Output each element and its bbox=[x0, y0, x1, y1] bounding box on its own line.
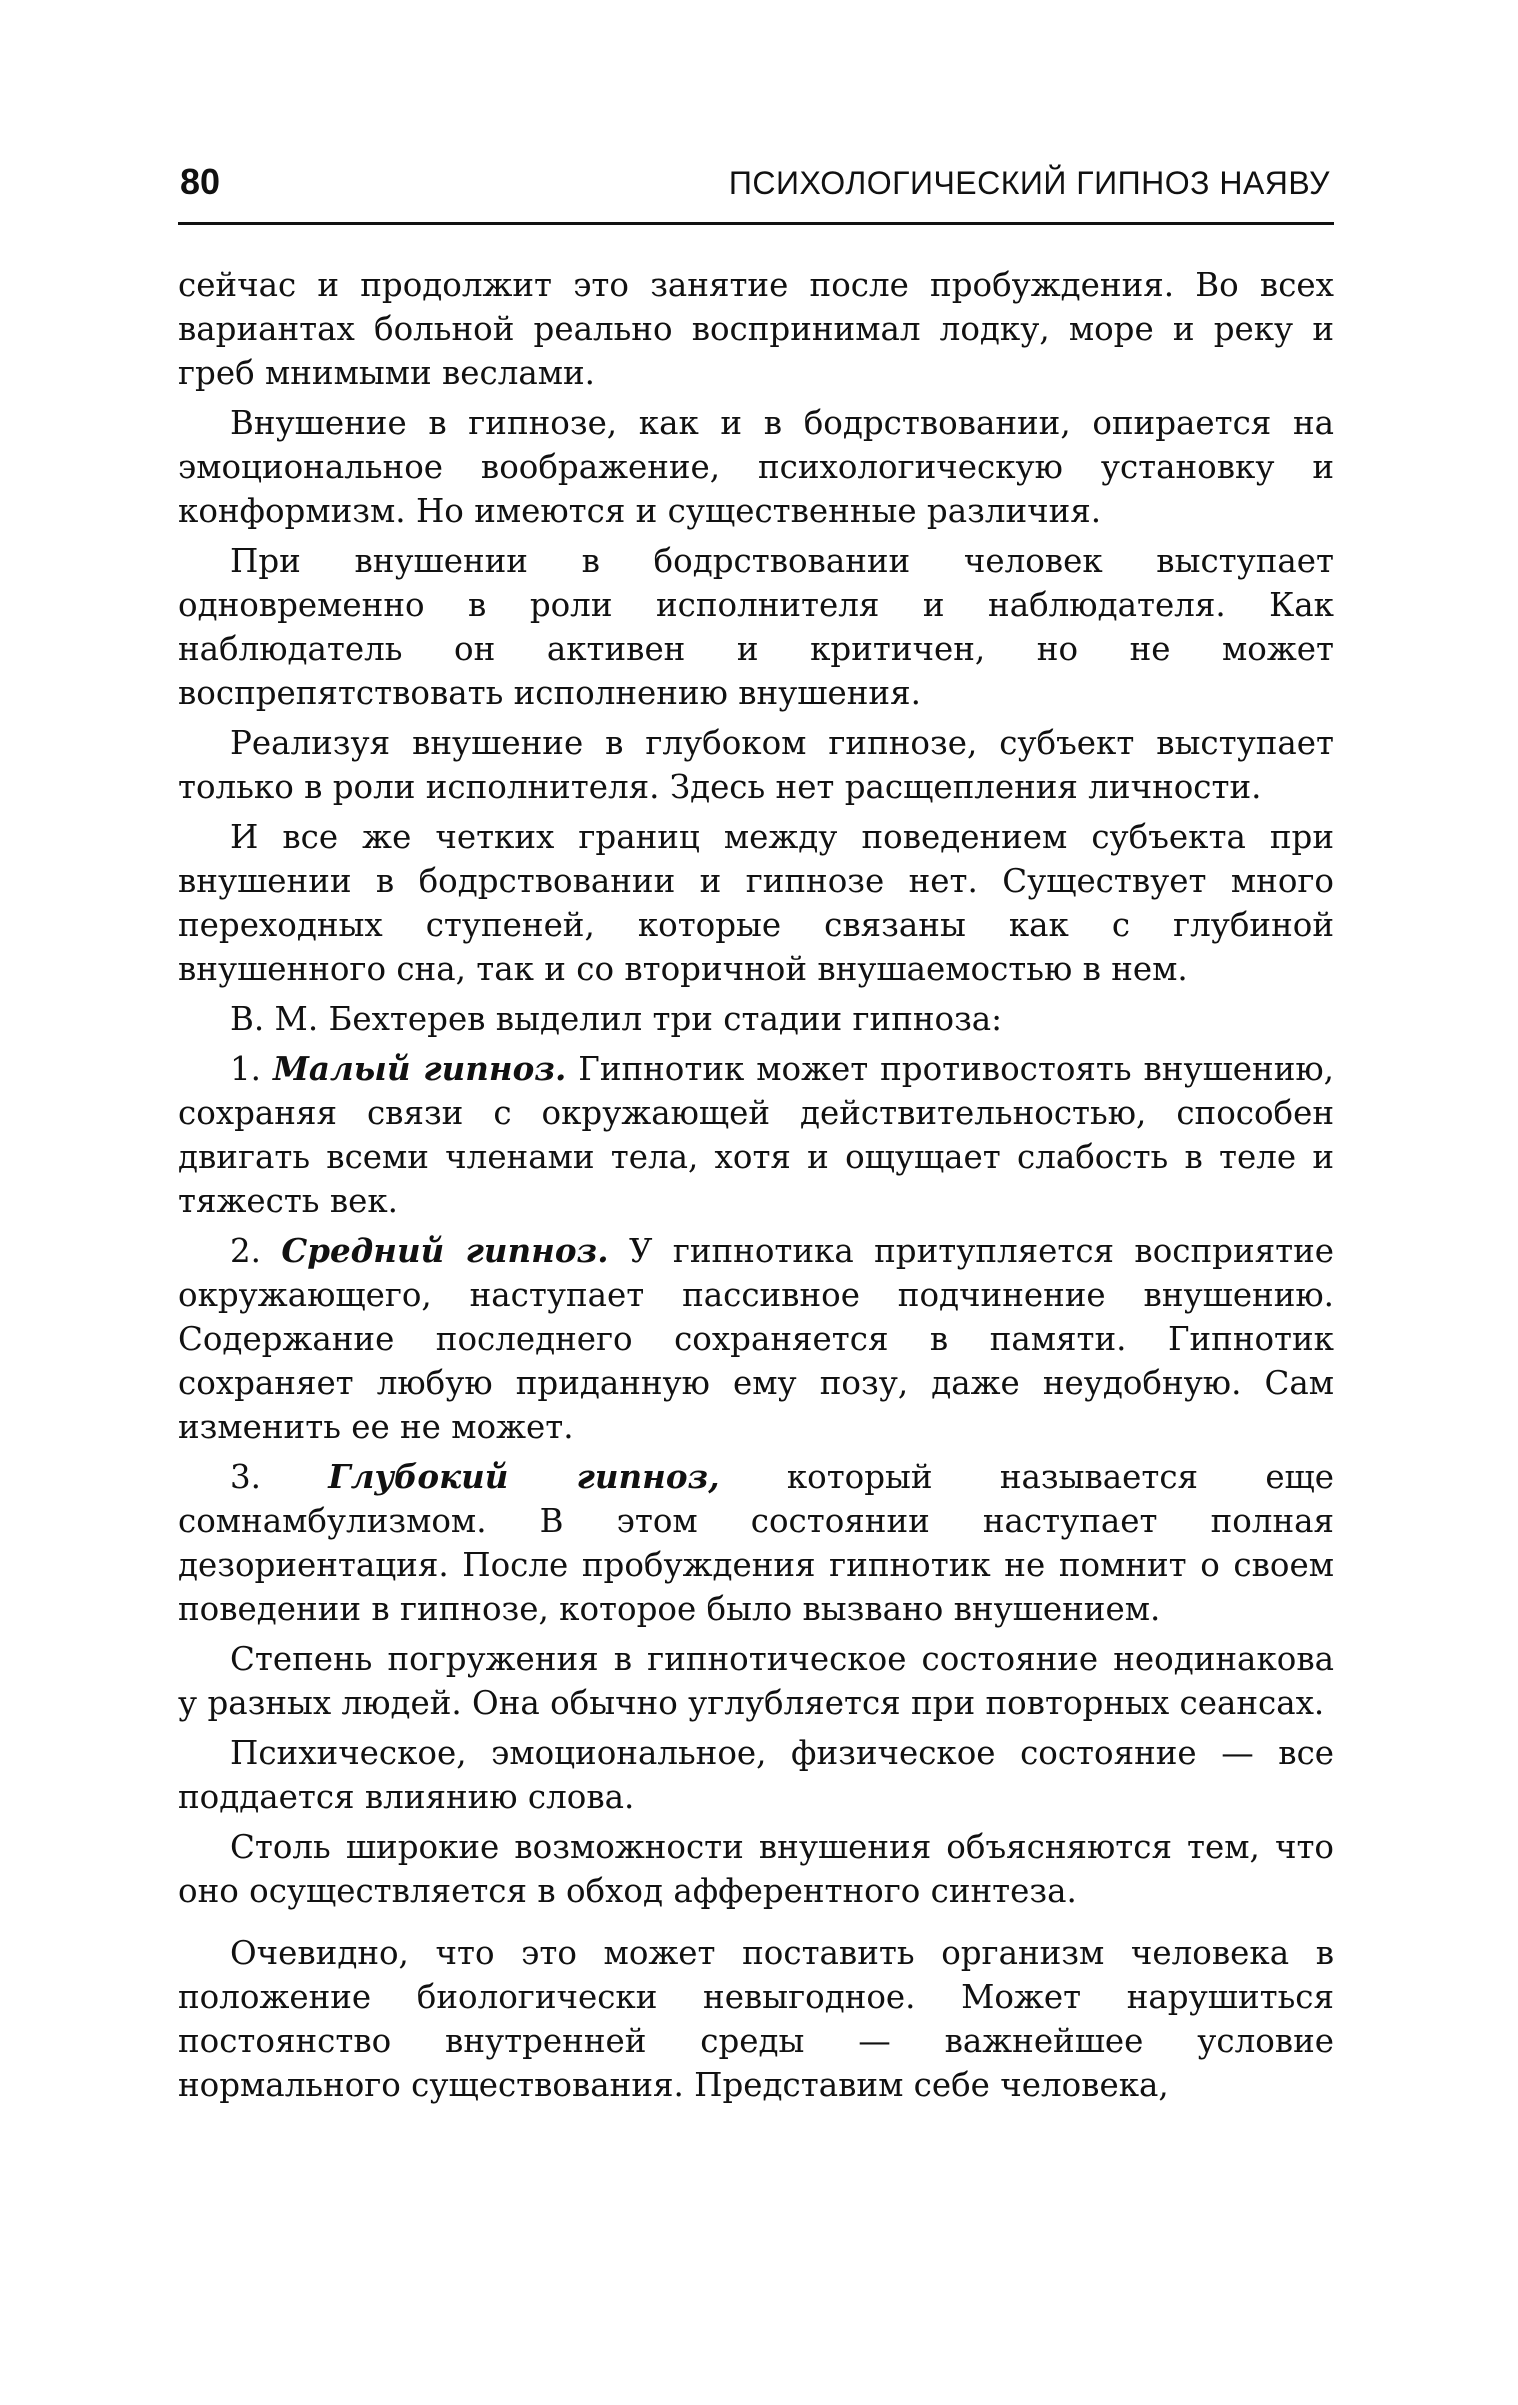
stage-number: 1. bbox=[230, 1050, 262, 1088]
paragraph-suggestion-basis: Внушение в гипнозе, как и в бодрствовании, опирается на эмоциональное воображение, психологическую установку и конформизм. Но имеются и существенные различия. bbox=[178, 404, 1334, 530]
stage-description: который называется еще сомнамбулизмом. В этом состоянии наступает полная дезориентация. После пробуждения гипнотик не помнит о своем поведении в гипнозе, которое было вызвано внушением. bbox=[178, 1458, 1334, 1628]
running-head bbox=[178, 150, 1334, 225]
stage-number: 2. bbox=[230, 1232, 262, 1270]
stage-description: У гипнотика притупляется восприятие окружающего, наступает пассивное подчинение внушению. Содержание последнего сохраняется в памяти. Гипнотик сохраняет любую приданную ему позу, даже неудобную. Сам изменить ее не может. bbox=[178, 1232, 1335, 1446]
paragraph-immersion-degree: Степень погружения в гипнотическое состояние неодинакова у разных людей. Она обычно углубляется при повторных сеансах. bbox=[178, 1640, 1334, 1722]
stage-description: Гипнотик может противостоять внушению, сохраняя связи с окружающей действительностью, способен двигать всеми членами тела, хотя и ощущает слабость в теле и тяжесть век. bbox=[178, 1050, 1334, 1220]
paragraph-word-influence: Психическое, эмоциональное, физическое состояние — все поддается влиянию слова. bbox=[178, 1734, 1334, 1816]
page-number: 80 bbox=[180, 161, 221, 202]
paragraph-afferent-synthesis: Столь широкие возможности внушения объясняются тем, что оно осуществляется в обход афферентного синтеза. bbox=[178, 1828, 1334, 1910]
book-page bbox=[178, 150, 1334, 2350]
paragraph-transition-stages: И все же четких границ между поведением субъекта при внушении в бодрствовании и гипнозе нет. Существует много переходных ступеней, которые связаны как с глубиной внушенного сна, так и со вторичной внушаемостью в нем. bbox=[178, 818, 1334, 988]
stage-item-3 bbox=[178, 1455, 1334, 1631]
paragraph-continuation: сейчас и продолжит это занятие после пробуждения. Во всех вариантах больной реально воспринимал лодку, море и реку и греб мнимыми веслами. bbox=[178, 266, 1334, 392]
stage-term: Глубокий гипноз, bbox=[328, 1457, 720, 1496]
stage-item-2 bbox=[178, 1229, 1334, 1449]
running-title: ПСИХОЛОГИЧЕСКИЙ ГИПНОЗ НАЯВУ bbox=[728, 165, 1330, 201]
paragraph-deep-hypnosis: Реализуя внушение в глубоком гипнозе, субъект выступает только в роли исполнителя. Здесь нет расщепления личности. bbox=[178, 724, 1334, 806]
paragraph-biological-disadvantage: Очевидно, что это может поставить организм человека в положение биологически невыгодное. Может нарушиться постоянство внутренней среды — важнейшее условие нормального существования. Представим себе человека, bbox=[178, 1934, 1334, 2104]
paragraph-waking-suggestion: При внушении в бодрствовании человек выступает одновременно в роли исполнителя и наблюдателя. Как наблюдатель он активен и критичен, но не может воспрепятствовать исполнению внушения. bbox=[178, 542, 1334, 712]
stage-term: Средний гипноз. bbox=[281, 1231, 609, 1270]
stage-number: 3. bbox=[230, 1458, 262, 1496]
body-text bbox=[178, 263, 1334, 2107]
stage-term: Малый гипноз. bbox=[272, 1049, 567, 1088]
paragraph-bekhterev-intro: В. М. Бехтерев выделил три стадии гипноза: bbox=[230, 1000, 1003, 1038]
stage-item-1 bbox=[178, 1047, 1334, 1223]
